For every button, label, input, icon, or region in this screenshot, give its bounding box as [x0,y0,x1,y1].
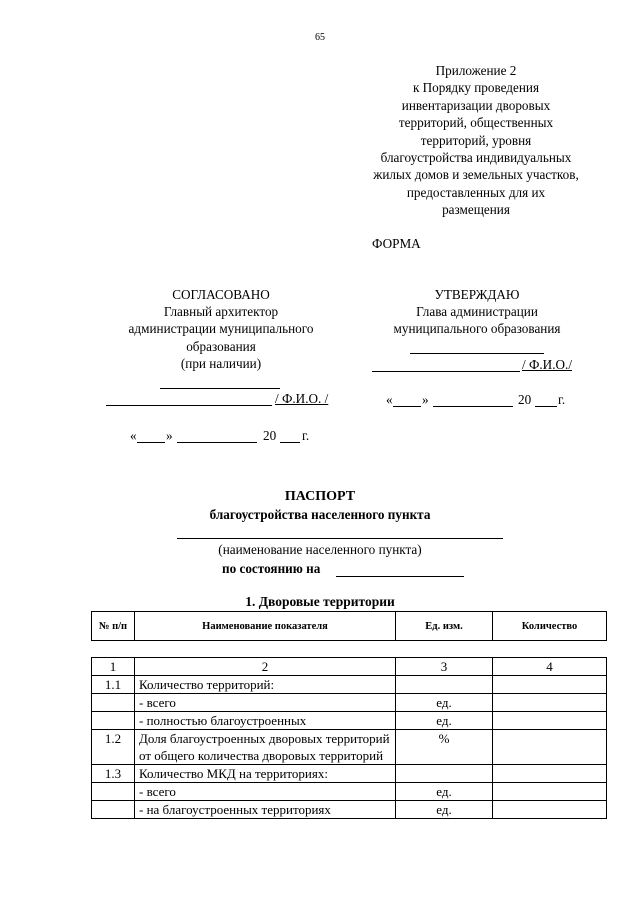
row-num [92,694,135,712]
section-title: 1. Дворовые территории [245,594,395,609]
settlement-name-line [177,538,503,539]
approved-year-suffix: г. [558,392,566,407]
appendix-line: к Порядку проведения [412,80,540,96]
table-row [92,676,607,694]
header-unit: Ед. изм. [396,612,493,641]
row-unit: ед. [396,694,493,712]
col-number: 3 [396,658,493,676]
agreed-block [100,286,342,372]
table-row [92,765,607,783]
settlement-name-hint: (наименование населенного пункта) [218,542,422,557]
table-row [92,730,607,765]
row-num [92,801,135,819]
appendix-line: размещения [442,202,510,218]
row-name: - полностью благоустроенных [135,712,396,730]
col-number: 1 [92,658,135,676]
agreed-heading: СОГЛАСОВАНО [172,287,270,302]
approved-year-prefix: 20 [518,392,532,407]
agreed-day-line [137,442,165,443]
as-of-label: по состоянию на [222,561,321,576]
row-num: 1.3 [92,765,135,783]
header-qty: Количество [493,612,607,641]
agreed-year-prefix: 20 [263,428,277,443]
appendix-line: жилых домов и земельных участков, [373,167,579,183]
row-qty [493,801,607,819]
agreed-name-line [106,405,272,406]
agreed-line: Главный архитектор [163,304,279,320]
row-qty [493,783,607,801]
approved-block [366,286,588,338]
approved-name-line [372,371,520,372]
row-name: Количество территорий: [135,676,396,694]
as-of-date-line [336,576,464,577]
table-row [92,712,607,730]
row-unit [396,765,493,783]
agreed-fio: / Ф.И.О. / [275,391,329,406]
row-unit [396,676,493,694]
table-row [92,694,607,712]
agreed-month-line [177,442,257,443]
col-number: 4 [493,658,607,676]
row-unit: ед. [396,783,493,801]
row-name: Количество МКД на территориях: [135,765,396,783]
row-unit: ед. [396,712,493,730]
passport-title: ПАСПОРТ [284,489,356,504]
indicators-header-table [91,611,607,641]
row-qty [493,694,607,712]
table-row [92,783,607,801]
approved-line: Глава администрации [416,304,538,320]
col-number: 2 [135,658,396,676]
passport-subtitle: благоустройства населенного пункта [209,507,431,522]
row-unit: ед. [396,801,493,819]
appendix-line: благоустройства индивидуальных [380,150,572,166]
row-name: - на благоустроенных территориях [135,801,396,819]
row-name: - всего [135,694,396,712]
appendix-line: предоставленных для их [406,184,546,200]
approved-day-line [393,406,421,407]
agreed-date-open: « [130,428,137,443]
approved-year-line [535,406,557,407]
appendix-block [356,62,596,219]
form-label: ФОРМА [372,236,421,251]
approved-fio: / Ф.И.О./ [522,357,572,372]
header-num: № п/п [92,612,135,641]
row-name: Доля благоустроенных дворовых территорий от общего количества дворовых территорий [135,730,396,765]
approved-month-line [433,406,513,407]
appendix-title: Приложение 2 [435,63,517,78]
row-unit: % [396,730,493,765]
appendix-line: территорий, общественных [398,115,554,131]
indicators-table [91,657,607,819]
agreed-year-suffix: г. [302,428,310,443]
column-numbers-row [92,658,607,676]
row-qty [493,712,607,730]
page-number: 65 [315,32,325,43]
row-num [92,712,135,730]
row-name: - всего [135,783,396,801]
header-name: Наименование показателя [135,612,396,641]
row-qty [493,676,607,694]
agreed-signature-line [160,388,280,389]
appendix-line: территорий, уровня [420,132,532,148]
approved-date-open: « [386,392,393,407]
approved-signature-line [410,353,544,354]
approved-date-close: » [422,392,429,407]
agreed-line: администрации муниципального [128,321,314,337]
approved-heading: УТВЕРЖДАЮ [434,287,520,302]
approved-line: муниципального образования [393,321,561,337]
row-num: 1.2 [92,730,135,765]
row-num [92,783,135,801]
row-qty [493,765,607,783]
row-qty [493,730,607,765]
table-row [92,801,607,819]
row-num: 1.1 [92,676,135,694]
agreed-date-close: » [166,428,173,443]
appendix-line: инвентаризации дворовых [401,97,551,113]
agreed-line: образования [186,338,256,354]
agreed-year-line [280,442,300,443]
agreed-line: (при наличии) [180,355,262,371]
